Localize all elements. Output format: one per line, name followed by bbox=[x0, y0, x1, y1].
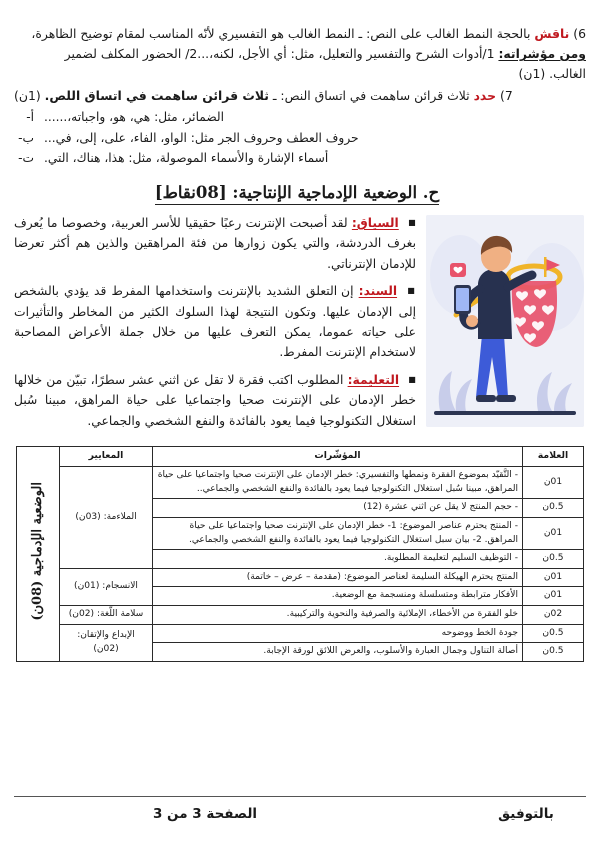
question-7-sub-list bbox=[14, 107, 586, 169]
sub-item-marker: أ- bbox=[26, 110, 34, 125]
row-mark: 0.5ن bbox=[523, 499, 584, 518]
row-mark: 01ن bbox=[523, 587, 584, 606]
question-6-line-1-text: بالحجة النمط الغالب على النص: ـ النمط الغالب هو التفسيري لأنّه المناسب لمقام توضيح الظاهرة، bbox=[31, 26, 531, 41]
question-7-keyword: حدد bbox=[473, 88, 497, 104]
question-6 bbox=[14, 24, 586, 84]
table-header-row bbox=[17, 446, 584, 466]
block-instruction-text: المطلوب اكتب فقرة لا تقل عن اثني عشر سطرًا، تبيّن من خلالها خطر الإدمان على الإنترنت صحيا واجتماعيا على حياة المراهق، مبينا سُبل استغلال التكنولوجيا فيما يعود بالفائدة والنفع الشخصي والجماعي. bbox=[14, 372, 416, 428]
block-context-text: لقد أصبحت الإنترنت رعبًا حقيقيا للأسر العربية، وخصوصا ما يُعرف بغرف الدردشة، والتي يكون زوارها من فئة المراهقين والذين هم أكثر تعرضا للإدمان الإنترناتي. bbox=[14, 215, 416, 271]
section-heading bbox=[14, 183, 580, 205]
bullet-square-icon: ■ bbox=[408, 217, 416, 227]
row-criterion: الملاءمة: (03ن) bbox=[60, 466, 153, 568]
row-criterion: الانسجام: (01ن) bbox=[60, 568, 153, 605]
table-row bbox=[17, 606, 584, 625]
question-6-indicators-label: ومن مؤشراته: bbox=[498, 46, 586, 62]
question-7-mark: (1ن) bbox=[14, 88, 41, 104]
page-footer bbox=[14, 796, 586, 822]
page-number: الصفحة 3 من 3 bbox=[152, 806, 258, 822]
question-7-number: 7) bbox=[499, 88, 513, 104]
table-row bbox=[17, 624, 584, 643]
row-indicator: - التَّقيّد بموضوع الفقرة ونمطها والتفسيري: خطر الإدمان على الإنترنت صحيا واجتماعيا على حياة المراهق، مبينا سُبل استغلال التكنولوجيا فيما يعود بالفائدة والنفع الشخصي والجماعي.. bbox=[153, 466, 523, 498]
row-indicator: خلو الفقرة من الأخطاء، الإملائية والصرفية والنحوية والتركيبية. bbox=[153, 606, 523, 625]
sub-item-text: الضمائر، مثل: هي، هو، واجباته،...... bbox=[44, 110, 224, 125]
row-indicator: المنتج يحترم الهيكلة السليمة لعناصر الموضوع: (مقدمة – عرض – خاتمة) bbox=[153, 568, 523, 587]
row-mark: 0.5ن bbox=[523, 643, 584, 662]
table-row bbox=[17, 568, 584, 587]
question-6-line-1 bbox=[14, 24, 586, 44]
list-item bbox=[14, 128, 586, 149]
block-context-label: السياق: bbox=[351, 215, 399, 230]
list-item bbox=[14, 148, 586, 169]
question-6-line-2-text: 1/أدوات الشرح والتفسير والتعليل، مثل: أي الأجل، لكنه،...2/ الحضور المكلف لضمير bbox=[64, 46, 495, 62]
list-item bbox=[14, 107, 586, 128]
rubric-side-label: الوضعية الإدماجية (08ن) bbox=[30, 481, 46, 621]
block-instruction-label: التعليمة: bbox=[347, 372, 400, 387]
row-mark: 01ن bbox=[523, 466, 584, 498]
row-mark: 01ن bbox=[523, 517, 584, 549]
block-support-text: إن التعلق الشديد بالإنترنت واستخدامها المفرط قد يؤدي بالشخص إلى الإدمان عليها. وتكون النتيجة لهذا السلوك الكثير من المخاطر والتأثيرات على حياته عموما، يمكن التعرف عليها من خلال جملة الأعراض المصاحبة لاستخدام الإنترنت المفرط. bbox=[14, 284, 416, 360]
question-6-keyword: ناقش bbox=[534, 26, 570, 41]
sub-item-marker: ب- bbox=[18, 130, 34, 145]
row-mark: 02ن bbox=[523, 606, 584, 625]
row-indicator: أصالة التناول وجمال العبارة والأسلوب، والعرض اللائق لورقة الإجابة. bbox=[153, 643, 523, 662]
row-indicator: الأفكار مترابطة ومتسلسلة ومنسجمة مع الوضعية. bbox=[153, 587, 523, 606]
row-indicator: - حجم المنتج لا يقل عن اثني عشرة (12) bbox=[153, 499, 523, 518]
situation-body bbox=[14, 213, 586, 438]
question-6-line-3: الغالب. (1ن) bbox=[518, 66, 586, 82]
question-6-number: 6) bbox=[573, 26, 586, 41]
row-criterion: الإبداع والإتقان: (02ن) bbox=[60, 624, 153, 661]
header-indicators: المؤشّرات bbox=[153, 446, 523, 466]
bullet-square-icon: ■ bbox=[407, 286, 416, 296]
row-mark: 01ن bbox=[523, 568, 584, 587]
sub-item-text: حروف العطف وحروف الجر مثل: الواو، الفاء، على، إلى، في... bbox=[44, 130, 359, 145]
question-7-line-1 bbox=[14, 86, 586, 106]
row-indicator: - التوظيف السليم لتعليمة المطلوبة. bbox=[153, 550, 523, 569]
question-7 bbox=[14, 86, 586, 169]
sub-item-marker: ت- bbox=[18, 151, 34, 166]
row-indicator: جودة الخط ووضوحه bbox=[153, 624, 523, 643]
header-criteria: المعايير bbox=[60, 446, 153, 466]
footer-closing: بالتوفيق bbox=[498, 806, 554, 822]
sub-item-text: أسماء الإشارة والأسماء الموصولة، مثل: هذا، هناك، التي. bbox=[44, 151, 329, 166]
row-mark: 0.5ن bbox=[523, 550, 584, 569]
header-mark: العلامة bbox=[523, 446, 584, 466]
question-7-line-1-text: ثلاث قرائن ساهمت في اتساق النص: ـ bbox=[272, 88, 470, 104]
row-criterion: سلامة اللّغة: (02ن) bbox=[60, 606, 153, 625]
section-heading-text: ح. الوضعية الإدماجية الإنتاجية: [08نقاط] bbox=[155, 183, 439, 205]
table-row bbox=[17, 466, 584, 498]
footer-row bbox=[14, 806, 586, 822]
rubric-table bbox=[16, 446, 584, 662]
row-mark: 0.5ن bbox=[523, 624, 584, 643]
block-support-label: السند: bbox=[358, 284, 398, 299]
question-6-line-2 bbox=[14, 44, 586, 64]
bullet-square-icon: ■ bbox=[408, 374, 416, 384]
question-7-answer: ثلاث قرائن ساهمت في اتساق اللص. bbox=[44, 88, 269, 104]
illustration-svg bbox=[426, 215, 584, 427]
rubric-side-label-cell bbox=[17, 446, 60, 661]
illustration-boy-with-phone bbox=[426, 215, 584, 427]
row-indicator: - المنتج يحترم عناصر الموضوع: 1- خطر الإدمان على الإنترنت صحيا واجتماعيا على حياة المراهق. 2- بيان سبل استغلال التكنولوجيا فيما يعود بالفائدة والنفع الشخصي والجماعي. bbox=[153, 517, 523, 549]
footer-divider bbox=[14, 796, 586, 797]
rubric-table-wrapper bbox=[16, 446, 584, 662]
